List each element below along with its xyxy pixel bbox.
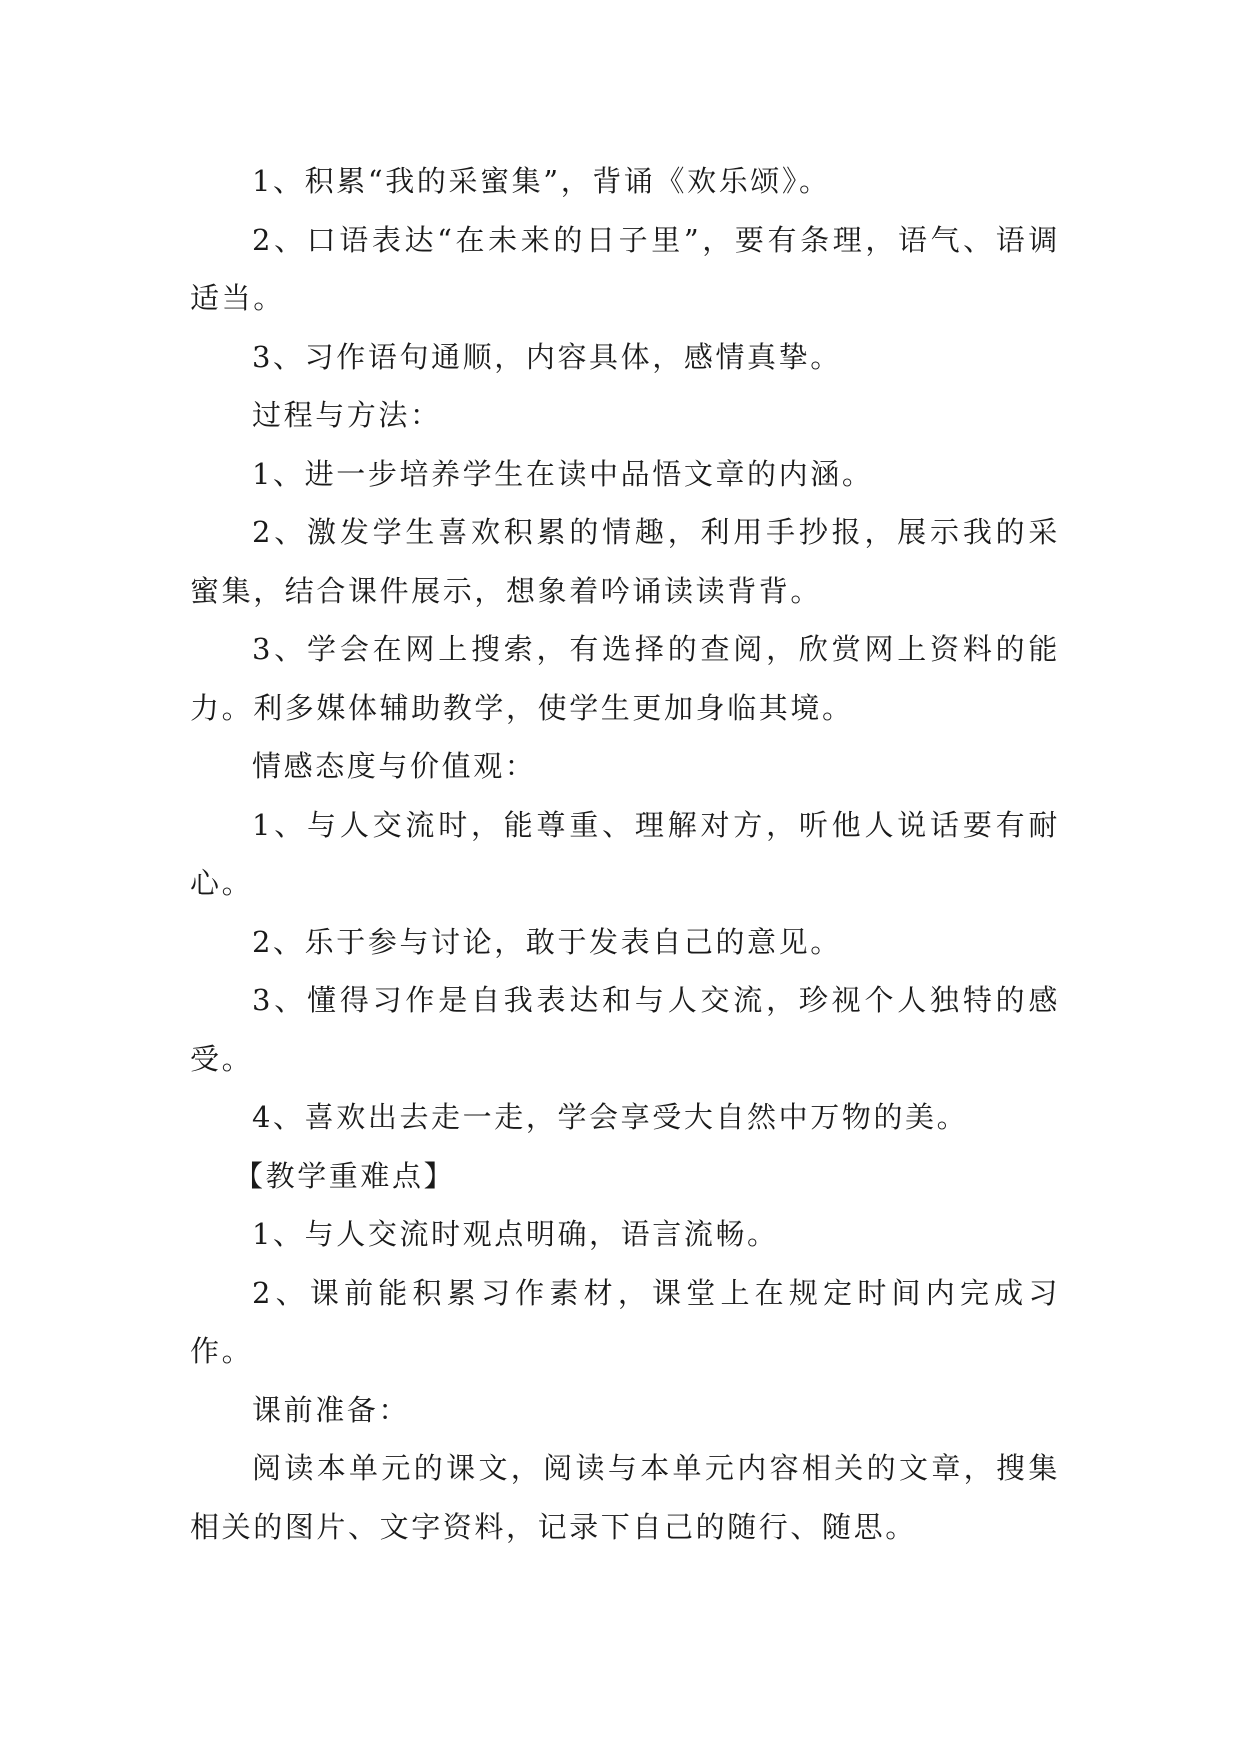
- paragraph-knowledge-3: 3、习作语句通顺，内容具体，感情真挚。: [252, 339, 842, 374]
- heading-emotion-values: 情感态度与价值观：: [252, 749, 537, 783]
- paragraph-emotion-2: 2、乐于参与讨论，敢于发表自己的意见。: [252, 924, 842, 959]
- paragraph-emotion-3: 3、懂得习作是自我表达和与人交流，珍视个人独特的感受。: [190, 983, 1060, 1076]
- paragraph-process-1: 1、进一步培养学生在读中品悟文章的内涵。: [252, 456, 874, 491]
- paragraph-knowledge-2: 2、口语表达“在未来的日子里”，要有条理，语气、语调适当。: [190, 222, 1060, 315]
- paragraph-preparation: 阅读本单元的课文，阅读与本单元内容相关的文章，搜集相关的图片、文字资料，记录下自己的随行、随思。: [190, 1451, 1060, 1544]
- paragraph-knowledge-1: 1、积累“我的采蜜集”，背诵《欢乐颂》。: [252, 164, 831, 198]
- paragraph-difficulty-1: 1、与人交流时观点明确，语言流畅。: [252, 1217, 779, 1251]
- paragraph-process-2: 2、激发学生喜欢积累的情趣，利用手抄报，展示我的采蜜集，结合课件展示，想象着吟诵读读背背。: [190, 515, 1060, 608]
- heading-key-difficulties: 【教学重难点】: [234, 1158, 456, 1193]
- paragraph-emotion-4: 4、喜欢出去走一走，学会享受大自然中万物的美。: [252, 1100, 969, 1134]
- paragraph-emotion-1: 1、与人交流时，能尊重、理解对方，听他人说话要有耐心。: [190, 807, 1060, 900]
- heading-preparation: 课前准备：: [252, 1392, 411, 1427]
- paragraph-difficulty-2: 2、课前能积累习作素材，课堂上在规定时间内完成习作。: [190, 1275, 1060, 1368]
- document-body: [190, 152, 1060, 1556]
- heading-process-method: 过程与方法：: [252, 398, 442, 432]
- paragraph-process-3: 3、学会在网上搜索，有选择的查阅，欣赏网上资料的能力。利多媒体辅助教学，使学生更加身临其境。: [190, 632, 1060, 725]
